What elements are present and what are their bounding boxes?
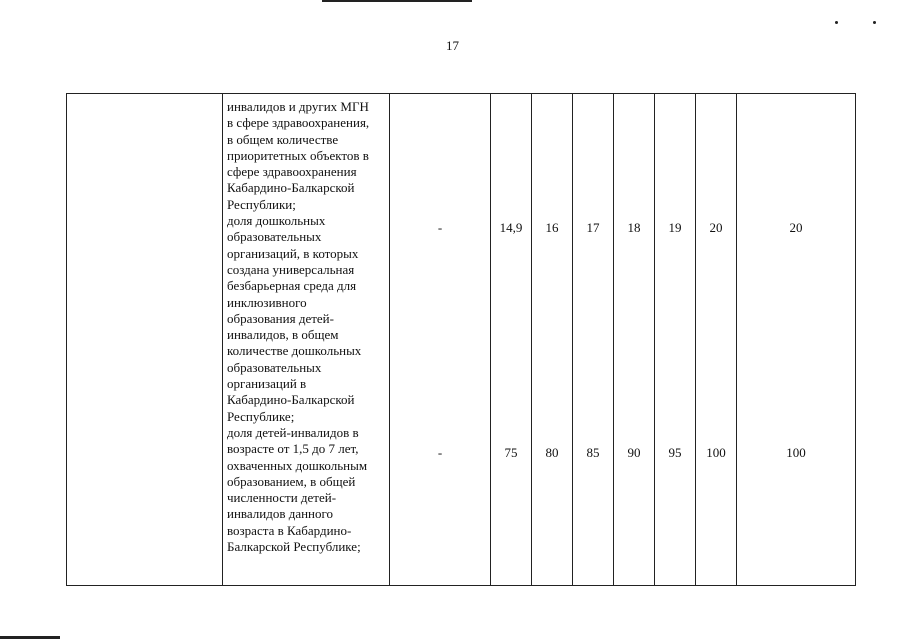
description-line: организаций, в которых bbox=[227, 245, 359, 261]
indicator-description-text bbox=[223, 94, 389, 555]
value-text: 100 bbox=[706, 445, 726, 460]
value-text: 14,9 bbox=[499, 220, 523, 235]
dash-value: - bbox=[437, 445, 443, 460]
dash-cell bbox=[390, 94, 491, 586]
value-text: 85 bbox=[586, 445, 600, 460]
description-line: возрасте от 1,5 до 7 лет, bbox=[227, 441, 359, 457]
description-line: возраста в Кабардино- bbox=[227, 522, 352, 538]
value-cell bbox=[532, 94, 573, 586]
scan-artifact-dot bbox=[835, 21, 838, 24]
description-line: количестве дошкольных bbox=[227, 343, 362, 359]
final-value-text: 100 bbox=[786, 445, 806, 460]
description-line: инвалидов, в общем bbox=[227, 327, 339, 343]
value-text: 95 bbox=[668, 445, 682, 460]
description-line: Балкарской Республике; bbox=[227, 539, 361, 555]
value-text: 90 bbox=[627, 445, 641, 460]
value-cell bbox=[696, 94, 737, 586]
description-line: в общем количестве bbox=[227, 131, 339, 147]
final-value-text: 20 bbox=[789, 220, 803, 235]
dash-value: - bbox=[437, 220, 443, 235]
indicator-description-cell bbox=[223, 94, 390, 586]
description-line: инклюзивного bbox=[227, 294, 307, 310]
value-text: 16 bbox=[545, 220, 559, 235]
page-number: 17 bbox=[446, 38, 459, 53]
value-text: 18 bbox=[627, 220, 641, 235]
final-value-cell bbox=[737, 94, 856, 586]
description-line: численности детей- bbox=[227, 490, 337, 506]
table-row bbox=[67, 94, 856, 586]
description-line: безбарьерная среда для bbox=[227, 278, 357, 294]
description-line: в сфере здравоохранения, bbox=[227, 115, 370, 131]
scan-artifact-bottom-line bbox=[0, 636, 60, 639]
description-line: приоритетных объектов в bbox=[227, 147, 369, 163]
scan-artifact-dot bbox=[873, 21, 876, 24]
empty-cell bbox=[67, 94, 223, 586]
indicator-table bbox=[66, 93, 856, 586]
description-line: охваченных дошкольным bbox=[227, 457, 368, 473]
description-line: инвалидов данного bbox=[227, 506, 334, 522]
scan-artifact-top-line bbox=[322, 0, 472, 2]
description-line: образования детей- bbox=[227, 310, 334, 326]
value-cell bbox=[491, 94, 532, 586]
description-line: Республики; bbox=[227, 196, 296, 212]
description-line: организаций в bbox=[227, 376, 307, 392]
value-text: 75 bbox=[504, 445, 518, 460]
description-line: Республике; bbox=[227, 408, 295, 424]
value-cell bbox=[614, 94, 655, 586]
value-text: 17 bbox=[586, 220, 600, 235]
description-line: доля детей-инвалидов в bbox=[227, 424, 359, 440]
description-line: образовательных bbox=[227, 359, 322, 375]
description-line: создана универсальная bbox=[227, 261, 355, 277]
description-line: Кабардино-Балкарской bbox=[227, 180, 355, 196]
description-line: инвалидов и других МГН bbox=[227, 99, 369, 114]
description-line: доля дошкольных bbox=[227, 213, 326, 229]
value-text: 19 bbox=[668, 220, 682, 235]
description-line: Кабардино-Балкарской bbox=[227, 392, 355, 408]
description-line: образовательных bbox=[227, 229, 322, 245]
value-text: 20 bbox=[709, 220, 723, 235]
description-line: образованием, в общей bbox=[227, 473, 356, 489]
description-line: сфере здравоохранения bbox=[227, 164, 357, 180]
value-cell bbox=[573, 94, 614, 586]
value-text: 80 bbox=[545, 445, 559, 460]
value-cell bbox=[655, 94, 696, 586]
